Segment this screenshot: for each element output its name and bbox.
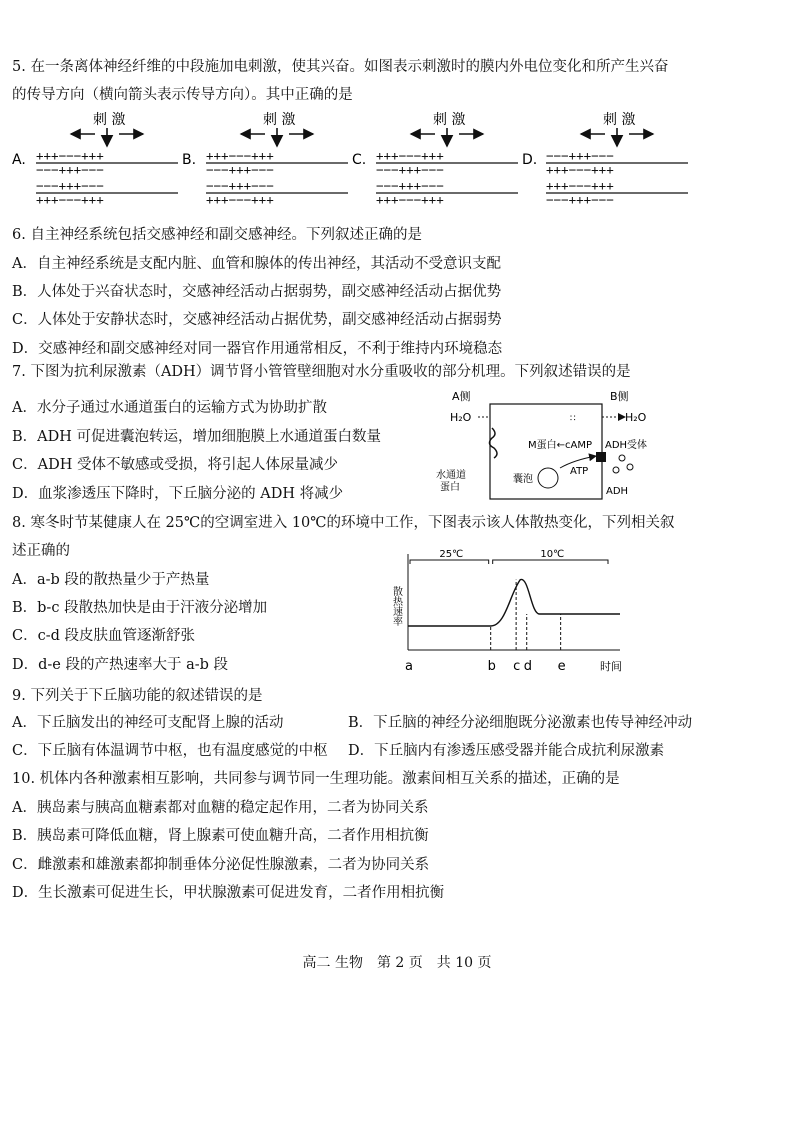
water-channel-label-1: 水通道 (436, 470, 466, 481)
membrane-potential-row: −−−+++−−− (546, 148, 614, 163)
q5-options-figure (0, 108, 794, 218)
adh-receptor-label: ADH受体 (605, 440, 648, 451)
membrane-potential-row: +++−−−+++ (206, 148, 274, 163)
m-protein-label: M蛋白←cAMP (528, 440, 593, 451)
membrane-potential-row: +++−−−+++ (376, 148, 444, 163)
membrane-potential-row: +++−−−+++ (376, 192, 444, 207)
q6-stem: 6. 自主神经系统包括交感神经和副交感神经。下列叙述正确的是 (12, 227, 422, 243)
membrane-potential-row: −−−+++−−− (36, 178, 104, 193)
region-bracket (493, 560, 608, 564)
q5-option-b (182, 112, 348, 207)
q9-option-c: C．下丘脑有体温调节中枢，也有温度感觉的中枢 (12, 743, 328, 759)
q9-stem: 9. 下列关于下丘脑功能的叙述错误的是 (12, 688, 263, 704)
q10-option-a: A．胰岛素与胰高血糖素都对血糖的稳定起作用，二者为协同关系 (12, 800, 429, 816)
membrane-potential-row: −−−+++−−− (206, 178, 274, 193)
region-bracket (410, 560, 489, 564)
q5-option-c (352, 112, 518, 207)
heat-dissipation-chart (390, 546, 630, 676)
membrane-potential-row: −−−+++−−− (376, 178, 444, 193)
x-tick-d: d (523, 659, 532, 674)
q7-stem: 7. 下图为抗利尿激素（ADH）调节肾小管管壁细胞对水分重吸收的部分机理。下列叙述错误的是 (12, 364, 631, 380)
vesicle-label: 囊泡 (513, 474, 533, 485)
adh-receptor-icon (596, 452, 606, 462)
x-tick-b: b (487, 659, 496, 674)
membrane-potential-row: −−−+++−−− (546, 192, 614, 207)
region-label: 25℃ (439, 549, 464, 560)
q5-stem-line1: 5. 在一条离体神经纤维的中段施加电刺激，使其兴奋。如图表示刺激时的膜内外电位变化和所产生兴奋 (12, 59, 669, 75)
q9-option-b: B．下丘脑的神经分泌细胞既分泌激素也传导神经冲动 (348, 715, 693, 731)
q10-option-c: C．雌激素和雄激素都抑制垂体分泌促性腺激素，二者为协同关系 (12, 857, 430, 873)
adh-label: ADH (606, 486, 629, 497)
q5-stem-line2: 的传导方向（横向箭头表示传导方向）。其中正确的是 (12, 87, 353, 103)
stimulus-label: 刺 激 (93, 112, 126, 128)
heat-dissipation-series (408, 579, 620, 626)
q8-option-a: A．a-b 段的散热量少于产热量 (12, 572, 210, 588)
q8-option-b: B．b-c 段散热加快是由于汗液分泌增加 (12, 600, 268, 616)
stimulus-label: 刺 激 (263, 112, 296, 128)
x-tick-a: a (405, 659, 413, 674)
water-channel-label-2: 蛋白 (440, 482, 460, 493)
adh-mechanism-diagram (430, 386, 670, 506)
membrane-potential-row: +++−−−+++ (546, 178, 614, 193)
q6-option-a: A．自主神经系统是支配内脏、血管和腺体的传出神经，其活动不受意识支配 (12, 256, 501, 272)
q10-option-d: D．生长激素可促进生长，甲状腺激素可促进发育，二者作用相抗衡 (12, 885, 445, 901)
b-side-label: B侧 (610, 390, 629, 403)
membrane-potential-row: −−−+++−−− (36, 162, 104, 177)
q5-option-d (522, 112, 688, 207)
q8-stem-line2: 述正确的 (12, 543, 70, 559)
q10-stem: 10. 机体内各种激素相互影响，共同参与调节同一生理功能。激素间相互关系的描述，正确的是 (12, 771, 620, 787)
q9-option-d: D．下丘脑内有渗透压感受器并能合成抗利尿激素 (348, 743, 665, 759)
q5-option-letter: D. (522, 152, 538, 168)
q6-option-b: B．人体处于兴奋状态时，交感神经活动占据弱势，副交感神经活动占据优势 (12, 284, 502, 300)
x-tick-e: e (557, 659, 566, 674)
h2o-left-label: H₂O (450, 411, 472, 424)
vesicle-icon (538, 468, 558, 488)
q5-option-a (12, 112, 178, 207)
membrane-potential-row: +++−−−+++ (546, 162, 614, 177)
q7-option-c: C．ADH 受体不敏感或受损，将引起人体尿量减少 (12, 457, 338, 473)
q10-option-b: B．胰岛素可降低血糖，肾上腺素可使血糖升高，二者作用相抗衡 (12, 828, 429, 844)
q9-option-a: A．下丘脑发出的神经可支配肾上腺的活动 (12, 715, 284, 731)
page-footer: 高二 生物 第 2 页 共 10 页 (302, 955, 492, 971)
atp-label: ATP (570, 466, 589, 477)
q8-option-d: D．d-e 段的产热速率大于 a-b 段 (12, 657, 229, 673)
q7-option-a: A．水分子通过水通道蛋白的运输方式为协助扩散 (12, 400, 327, 416)
q6-option-c: C．人体处于安静状态时，交感神经活动占据优势，副交感神经活动占据弱势 (12, 312, 502, 328)
q7-option-d: D．血浆渗透压下降时，下丘脑分泌的 ADH 将减少 (12, 486, 344, 502)
membrane-potential-row: +++−−−+++ (36, 192, 104, 207)
a-side-label: A侧 (452, 390, 471, 403)
cell-outline (490, 404, 602, 499)
membrane-potential-row: +++−−−+++ (36, 148, 104, 163)
q6-option-d: D．交感神经和副交感神经对同一器官作用通常相反，不利于维持内环境稳态 (12, 341, 503, 357)
stimulus-label: 刺 激 (433, 112, 466, 128)
membrane-potential-row: −−−+++−−− (206, 162, 274, 177)
x-tick-c: c (513, 659, 521, 674)
y-axis-label: 散热速率 (390, 586, 402, 626)
q8-stem-line1: 8. 寒冬时节某健康人在 25℃的空调室进入 10℃的环境中工作，下图表示该人体散热变化，下列相关叙 (12, 515, 675, 531)
x-axis-label: 时间 (600, 660, 622, 673)
q5-option-letter: C. (352, 152, 367, 168)
stimulus-label: 刺 激 (603, 112, 636, 128)
membrane-potential-row: −−−+++−−− (376, 162, 444, 177)
q5-option-letter: A. (12, 152, 26, 168)
h2o-right-label: H₂O (625, 411, 647, 424)
svg-text:∷: ∷ (570, 414, 576, 424)
q7-option-b: B．ADH 可促进囊泡转运，增加细胞膜上水通道蛋白数量 (12, 429, 382, 445)
q5-option-letter: B. (182, 152, 197, 168)
q8-option-c: C．c-d 段皮肤血管逐渐舒张 (12, 628, 196, 644)
membrane-potential-row: +++−−−+++ (206, 192, 274, 207)
region-label: 10℃ (540, 549, 565, 560)
